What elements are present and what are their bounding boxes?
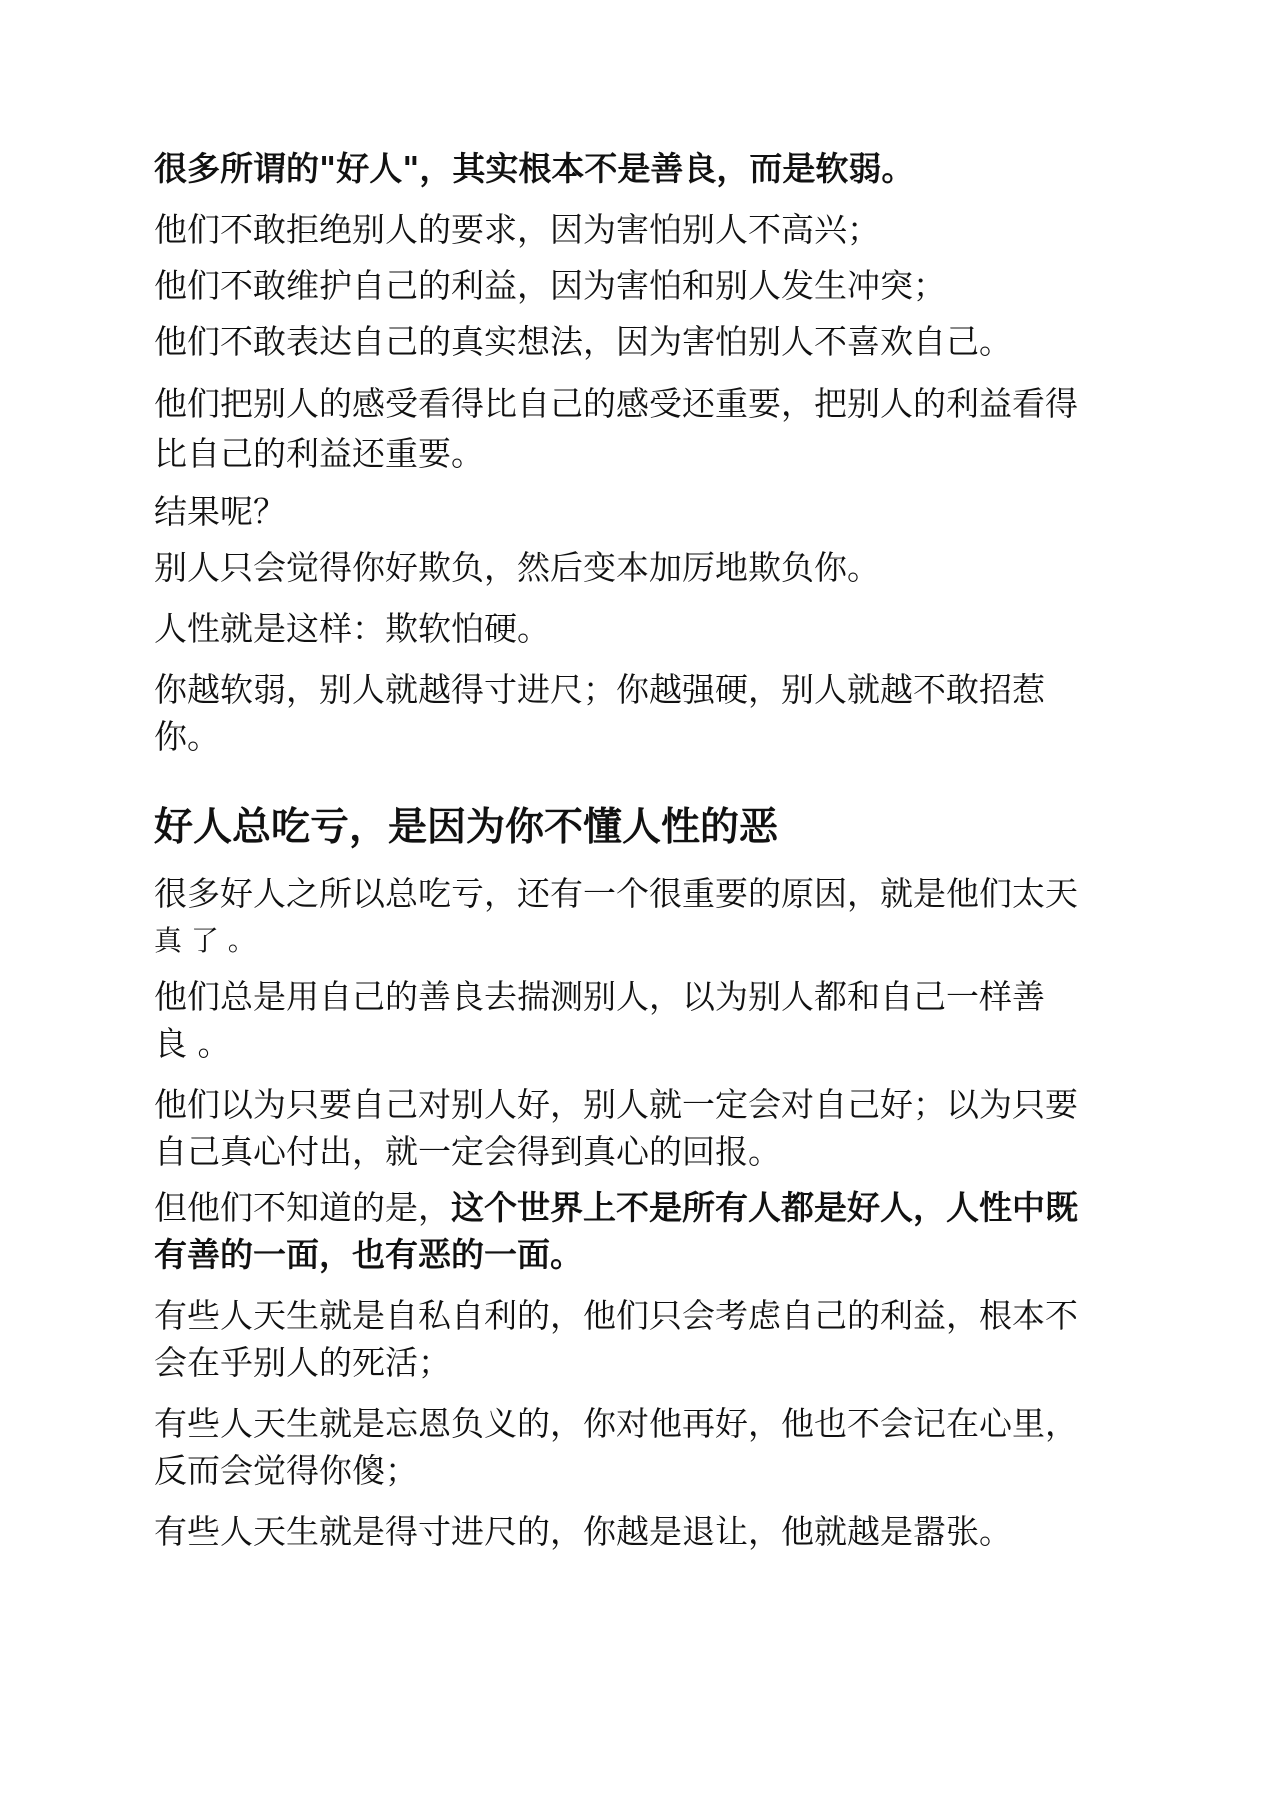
paragraph-weak-strong-line-1: 你越软弱，别人就越得寸进尺；你越强硬，别人就越不敢招惹 <box>154 670 1045 709</box>
paragraph-result: 结果呢？ <box>154 492 286 531</box>
paragraph-ungrateful-line-1: 有些人天生就是忘恩负义的，你对他再好，他也不会记在心里， <box>154 1404 1078 1443</box>
paragraph-greedy: 有些人天生就是得寸进尺的，你越是退让，他就越是嚣张。 <box>154 1512 1012 1551</box>
paragraph-good-evil <box>154 1184 1119 1278</box>
paragraph-good-evil-line-2: 有善的一面，也有恶的一面。 <box>154 1235 583 1274</box>
paragraph-weak-strong <box>154 666 1119 760</box>
paragraph-expectation <box>154 1081 1119 1175</box>
paragraph-expectation-line-2: 自己真心付出，就一定会得到真心的回报。 <box>154 1132 781 1171</box>
paragraph-naive-line-1: 很多好人之所以总吃亏，还有一个很重要的原因，就是他们太天 <box>154 874 1078 913</box>
paragraph-selfish <box>154 1292 1119 1386</box>
paragraph-feelings <box>154 379 1119 479</box>
paragraph-naive <box>154 870 1119 964</box>
paragraph-refuse: 他们不敢拒绝别人的要求，因为害怕别人不高兴； <box>154 210 880 249</box>
paragraph-feelings-line-2: 比自己的利益还重要。 <box>154 434 484 473</box>
lead-sentence: 很多所谓的"好人"，其实根本不是善良，而是软弱。 <box>154 149 915 188</box>
paragraph-thoughts: 他们不敢表达自己的真实想法，因为害怕别人不喜欢自己。 <box>154 322 1012 361</box>
paragraph-weak-strong-line-2: 你。 <box>154 717 220 756</box>
paragraph-kindness <box>154 973 1119 1067</box>
good-evil-emphasis-1: 这个世界上不是所有人都是好人，人性中既 <box>451 1188 1078 1227</box>
paragraph-selfish-line-1: 有些人天生就是自私自利的，他们只会考虑自己的利益，根本不 <box>154 1296 1078 1335</box>
paragraph-kindness-line-1: 他们总是用自己的善良去揣测别人，以为别人都和自己一样善 <box>154 977 1045 1016</box>
paragraph-human-nature: 人性就是这样：欺软怕硬。 <box>154 609 550 648</box>
section-heading: 好人总吃亏，是因为你不懂人性的恶 <box>154 805 779 850</box>
paragraph-kindness-line-2: 良 。 <box>154 1024 231 1063</box>
paragraph-good-evil-line-1 <box>154 1184 1119 1231</box>
paragraph-bullied: 别人只会觉得你好欺负，然后变本加厉地欺负你。 <box>154 548 880 587</box>
paragraph-ungrateful-line-2: 反而会觉得你傻； <box>154 1451 418 1490</box>
paragraph-expectation-line-1: 他们以为只要自己对别人好，别人就一定会对自己好；以为只要 <box>154 1085 1078 1124</box>
document-page <box>154 145 1119 1555</box>
paragraph-interests: 他们不敢维护自己的利益，因为害怕和别人发生冲突； <box>154 266 946 305</box>
paragraph-feelings-line-1: 他们把别人的感受看得比自己的感受还重要，把别人的利益看得 <box>154 384 1078 423</box>
paragraph-naive-line-2: 真 了 。 <box>154 924 256 957</box>
paragraph-selfish-line-2: 会在乎别人的死活； <box>154 1343 451 1382</box>
good-evil-intro: 但他们不知道的是， <box>154 1188 451 1227</box>
paragraph-ungrateful <box>154 1400 1119 1494</box>
